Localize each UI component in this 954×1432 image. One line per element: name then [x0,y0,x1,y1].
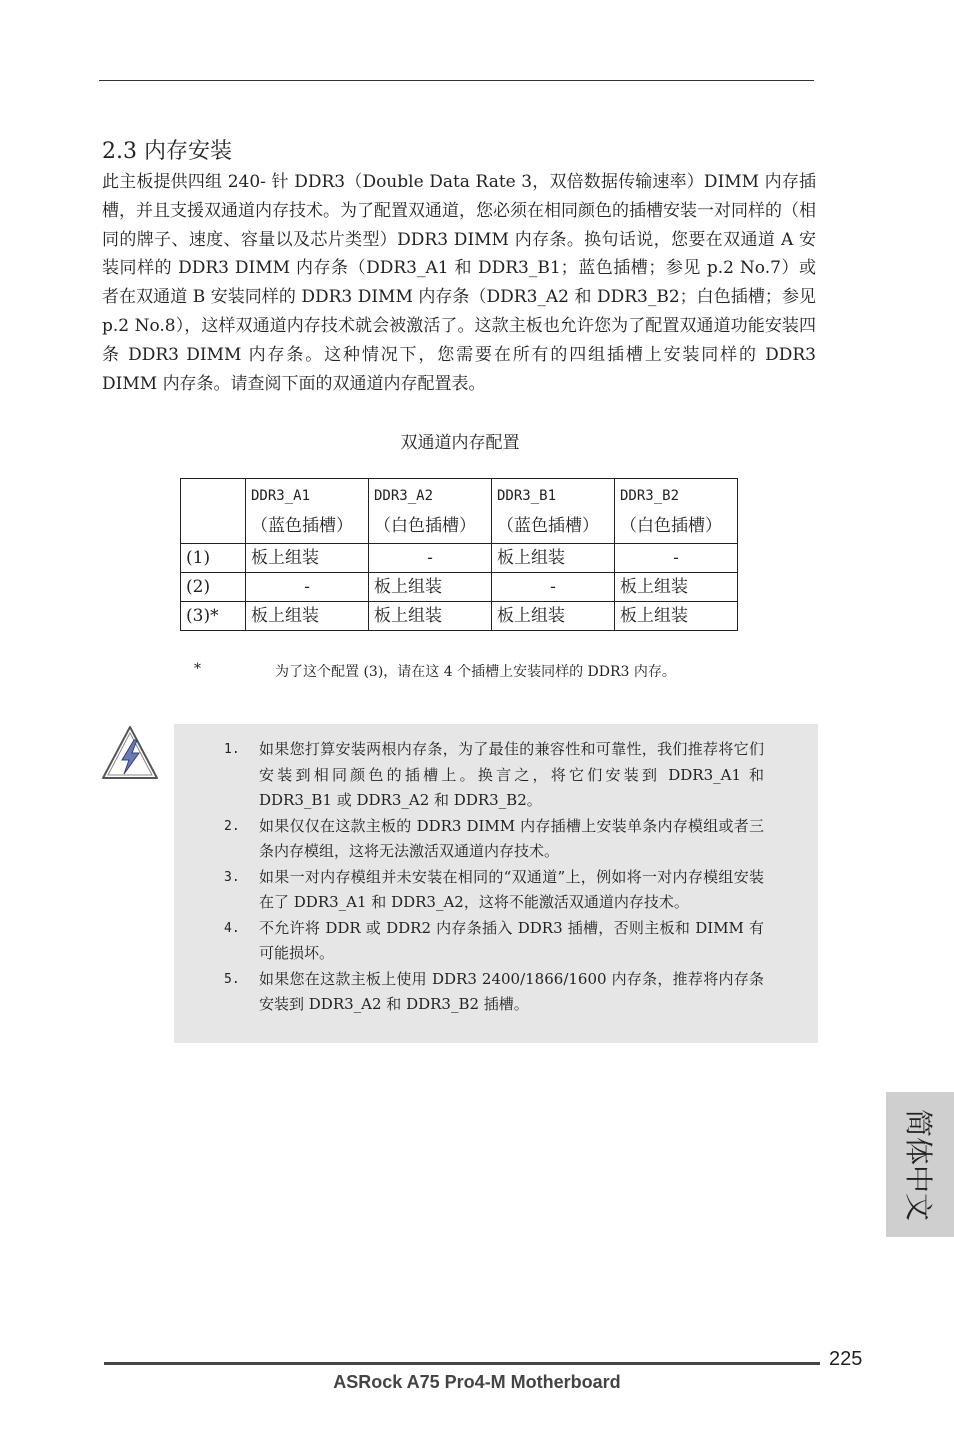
body-paragraph: 此主板提供四组 240- 针 DDR3（Double Data Rate 3，双倍数据传输速率）DIMM 内存插槽，并且支援双通道内存技术。为了配置双通道，您必须在相同颜色的插槽安装一对同样的（相同的牌子、速度、容量以及芯片类型）DDR3 DIMM 内存条。换句话说，您要在双通道 A 安装同样的 DDR3 DIMM 内存条（DDR3_A1 和 DDR3_B1；蓝色插槽；参见 p.2 No.7）或者在双通道 B 安装同样的 DDR3 DIMM 内存条（DDR3_A2 和 DDR3_B2；白色插槽；参见 p.2 No.8），这样双通道内存技术就会被激活了。这款主板也允许您为了配置双通道功能安装四条 DDR3 DIMM 内存条。这种情况下，您需要在所有的四组插槽上安装同样的 DDR3 DIMM 内存条。请查阅下面的双通道内存配置表。 [102,172,816,394]
footnote-mark: * [194,661,201,677]
header-cell [615,479,738,544]
table-cell [492,573,615,602]
note-number: 4. [224,920,240,936]
list-item [224,865,764,916]
note-number: 2. [224,818,240,834]
cell-text: - [304,577,310,597]
page-number: 225 [829,1348,863,1370]
slot-name: DDR3_A2 [374,488,434,504]
note-number: 5. [224,971,240,987]
list-item [224,967,764,1018]
note-text: 如果您在这款主板上使用 DDR3 2400/1866/1600 内存条，推荐将内存条安装到 DDR3_A2 和 DDR3_B2 插槽。 [259,969,764,1013]
footnote-text: 为了这个配置 (3)，请在这 4 个插槽上安装同样的 DDR3 内存。 [275,664,676,680]
slot-color: （白色插槽） [620,516,722,536]
row-label: (3)* [181,602,246,631]
table-cell [615,544,738,573]
table-row [181,544,738,573]
table-cell: 板上组装 [492,602,615,631]
table-cell: 板上组装 [615,573,738,602]
table-cell: 板上组装 [246,602,369,631]
language-tab-label: 简体中文 [902,1108,935,1221]
slot-color: （蓝色插槽） [251,516,353,536]
table-cell: 板上组装 [246,544,369,573]
header-cell [246,479,369,544]
memory-config-table [180,478,738,631]
footer-title: ASRock A75 Pro4-M Motherboard [333,1372,621,1392]
cell-text: - [673,548,679,568]
table-cell: 板上组装 [369,602,492,631]
table-cell: 板上组装 [492,544,615,573]
list-item [224,916,764,967]
table-header-row [181,479,738,544]
note-text: 如果一对内存模组并未安装在相同的“双通道”上，例如将一对内存模组安装在了 DDR3_A1 和 DDR3_A2，这将不能激活双通道内存技术。 [259,867,764,911]
slot-name: DDR3_B2 [620,488,680,504]
slot-name: DDR3_A1 [251,488,311,504]
list-item [224,814,764,865]
slot-color: （蓝色插槽） [497,516,599,536]
slot-color: （白色插槽） [374,516,476,536]
table-caption: 双通道内存配置 [400,433,520,453]
list-item [224,737,764,814]
table-cell [246,573,369,602]
row-label: (1) [181,544,246,573]
note-number: 1. [224,742,240,757]
header-cell [492,479,615,544]
cell-text: - [427,548,433,568]
slot-name: DDR3_B1 [497,488,557,504]
table-cell [369,544,492,573]
row-label: (2) [181,573,246,602]
bottom-rule [104,1362,820,1365]
notes-box [174,724,818,1043]
table-cell: 板上组装 [615,602,738,631]
header-cell [369,479,492,544]
section-title: 2.3 内存安装 [102,139,232,164]
warning-lightning-icon [100,724,160,782]
note-text: 不允许将 DDR 或 DDR2 内存条插入 DDR3 插槽，否则主板和 DIMM 有可能损坏。 [259,918,764,962]
language-side-tab [886,1092,954,1237]
header-empty-cell [181,479,246,544]
note-text: 如果仅仅在这款主板的 DDR3 DIMM 内存插槽上安装单条内存模组或者三条内存模组，这将无法激活双通道内存技术。 [259,816,764,860]
table-row [181,573,738,602]
top-rule [99,80,814,81]
cell-text: - [550,577,556,597]
note-text: 如果您打算安装两根内存条，为了最佳的兼容性和可靠性，我们推荐将它们安装到相同颜色的插槽上。换言之，将它们安装到 DDR3_A1 和 DDR3_B1 或 DDR3_A2 和 DDR3_B2。 [259,740,764,809]
note-number: 3. [224,869,240,885]
table-row [181,602,738,631]
table-cell: 板上组装 [369,573,492,602]
notes-list [224,737,764,1018]
